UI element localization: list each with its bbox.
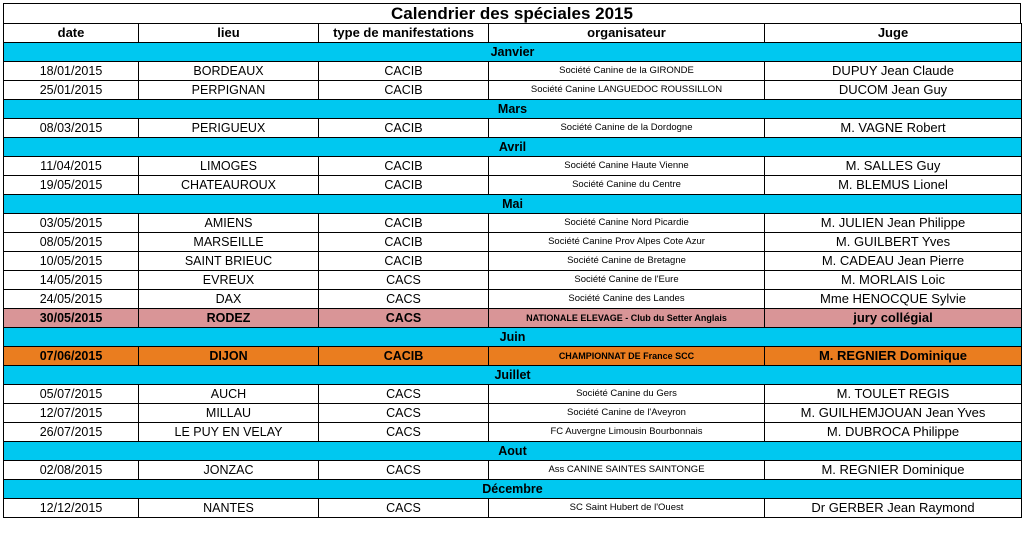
event-organisateur: SC Saint Hubert de l'Ouest (489, 499, 765, 518)
event-lieu: SAINT BRIEUC (139, 252, 319, 271)
event-row (4, 62, 1022, 81)
event-organisateur: Société Canine de Bretagne (489, 252, 765, 271)
event-row (4, 214, 1022, 233)
event-type: CACIB (319, 62, 489, 81)
event-type: CACIB (319, 176, 489, 195)
calendar-sheet (3, 3, 1021, 518)
event-lieu: DAX (139, 290, 319, 309)
event-date: 26/07/2015 (4, 423, 139, 442)
event-lieu: LIMOGES (139, 157, 319, 176)
event-type: CACIB (319, 233, 489, 252)
event-organisateur: Société Canine Haute Vienne (489, 157, 765, 176)
event-organisateur: Société Canine de la Dordogne (489, 119, 765, 138)
event-row (4, 499, 1022, 518)
event-lieu: AUCH (139, 385, 319, 404)
event-date: 11/04/2015 (4, 157, 139, 176)
event-type: CACS (319, 309, 489, 328)
event-date: 12/07/2015 (4, 404, 139, 423)
event-organisateur: Ass CANINE SAINTES SAINTONGE (489, 461, 765, 480)
month-row (4, 138, 1022, 157)
month-label: Juillet (4, 366, 1022, 385)
event-lieu: LE PUY EN VELAY (139, 423, 319, 442)
event-juge: Dr GERBER Jean Raymond (765, 499, 1022, 518)
event-row (4, 309, 1022, 328)
event-organisateur: FC Auvergne Limousin Bourbonnais (489, 423, 765, 442)
month-row (4, 100, 1022, 119)
event-juge: M. TOULET REGIS (765, 385, 1022, 404)
event-organisateur: Société Canine du Gers (489, 385, 765, 404)
event-organisateur: CHAMPIONNAT DE France SCC (489, 347, 765, 366)
event-row (4, 157, 1022, 176)
event-juge: M. SALLES Guy (765, 157, 1022, 176)
event-date: 05/07/2015 (4, 385, 139, 404)
event-juge: M. REGNIER Dominique (765, 461, 1022, 480)
month-label: Juin (4, 328, 1022, 347)
event-date: 18/01/2015 (4, 62, 139, 81)
month-row (4, 366, 1022, 385)
event-row (4, 271, 1022, 290)
calendar-table (3, 23, 1022, 518)
event-row (4, 423, 1022, 442)
event-row (4, 461, 1022, 480)
event-date: 07/06/2015 (4, 347, 139, 366)
event-row (4, 233, 1022, 252)
event-row (4, 119, 1022, 138)
event-type: CACS (319, 423, 489, 442)
event-lieu: MILLAU (139, 404, 319, 423)
event-type: CACIB (319, 252, 489, 271)
event-row (4, 252, 1022, 271)
event-date: 02/08/2015 (4, 461, 139, 480)
month-row (4, 43, 1022, 62)
page-title: Calendrier des spéciales 2015 (3, 3, 1021, 23)
event-juge: M. BLEMUS Lionel (765, 176, 1022, 195)
event-lieu: PERIGUEUX (139, 119, 319, 138)
month-row (4, 442, 1022, 461)
event-row (4, 290, 1022, 309)
event-lieu: EVREUX (139, 271, 319, 290)
event-date: 30/05/2015 (4, 309, 139, 328)
event-lieu: NANTES (139, 499, 319, 518)
event-juge: M. VAGNE Robert (765, 119, 1022, 138)
event-row (4, 347, 1022, 366)
month-label: Mai (4, 195, 1022, 214)
event-lieu: RODEZ (139, 309, 319, 328)
event-type: CACS (319, 290, 489, 309)
event-date: 24/05/2015 (4, 290, 139, 309)
event-date: 03/05/2015 (4, 214, 139, 233)
month-label: Mars (4, 100, 1022, 119)
event-date: 19/05/2015 (4, 176, 139, 195)
event-date: 08/03/2015 (4, 119, 139, 138)
month-row (4, 195, 1022, 214)
event-type: CACIB (319, 347, 489, 366)
event-row (4, 81, 1022, 100)
header-date: date (4, 24, 139, 43)
event-type: CACS (319, 404, 489, 423)
event-juge: M. CADEAU Jean Pierre (765, 252, 1022, 271)
event-juge: DUPUY Jean Claude (765, 62, 1022, 81)
event-type: CACS (319, 499, 489, 518)
event-lieu: PERPIGNAN (139, 81, 319, 100)
event-juge: M. JULIEN Jean Philippe (765, 214, 1022, 233)
event-type: CACS (319, 461, 489, 480)
event-type: CACIB (319, 157, 489, 176)
event-type: CACS (319, 271, 489, 290)
event-organisateur: Société Canine de la GIRONDE (489, 62, 765, 81)
event-date: 08/05/2015 (4, 233, 139, 252)
event-type: CACIB (319, 81, 489, 100)
event-organisateur: Société Canine Nord Picardie (489, 214, 765, 233)
event-row (4, 385, 1022, 404)
event-organisateur: Société Canine LANGUEDOC ROUSSILLON (489, 81, 765, 100)
event-juge: jury collégial (765, 309, 1022, 328)
event-row (4, 176, 1022, 195)
event-lieu: MARSEILLE (139, 233, 319, 252)
event-lieu: AMIENS (139, 214, 319, 233)
header-type: type de manifestations (319, 24, 489, 43)
event-lieu: JONZAC (139, 461, 319, 480)
month-row (4, 480, 1022, 499)
event-organisateur: NATIONALE ELEVAGE - Club du Setter Anglais (489, 309, 765, 328)
event-organisateur: Société Canine des Landes (489, 290, 765, 309)
month-label: Décembre (4, 480, 1022, 499)
event-juge: Mme HENOCQUE Sylvie (765, 290, 1022, 309)
event-lieu: CHATEAUROUX (139, 176, 319, 195)
event-organisateur: Société Canine du Centre (489, 176, 765, 195)
event-type: CACIB (319, 119, 489, 138)
header-row (4, 24, 1022, 43)
event-organisateur: Société Canine de l'Eure (489, 271, 765, 290)
header-organisateur: organisateur (489, 24, 765, 43)
event-juge: M. GUILBERT Yves (765, 233, 1022, 252)
event-row (4, 404, 1022, 423)
event-juge: M. MORLAIS Loic (765, 271, 1022, 290)
event-type: CACS (319, 385, 489, 404)
header-lieu: lieu (139, 24, 319, 43)
header-juge: Juge (765, 24, 1022, 43)
event-organisateur: Société Canine Prov Alpes Cote Azur (489, 233, 765, 252)
event-juge: M. GUILHEMJOUAN Jean Yves (765, 404, 1022, 423)
month-label: Janvier (4, 43, 1022, 62)
event-lieu: BORDEAUX (139, 62, 319, 81)
calendar-table-body (4, 24, 1022, 518)
month-label: Aout (4, 442, 1022, 461)
event-juge: DUCOM Jean Guy (765, 81, 1022, 100)
event-type: CACIB (319, 214, 489, 233)
event-juge: M. REGNIER Dominique (765, 347, 1022, 366)
month-row (4, 328, 1022, 347)
event-organisateur: Société Canine de l'Aveyron (489, 404, 765, 423)
event-juge: M. DUBROCA Philippe (765, 423, 1022, 442)
month-label: Avril (4, 138, 1022, 157)
event-date: 25/01/2015 (4, 81, 139, 100)
event-lieu: DIJON (139, 347, 319, 366)
event-date: 10/05/2015 (4, 252, 139, 271)
event-date: 12/12/2015 (4, 499, 139, 518)
event-date: 14/05/2015 (4, 271, 139, 290)
